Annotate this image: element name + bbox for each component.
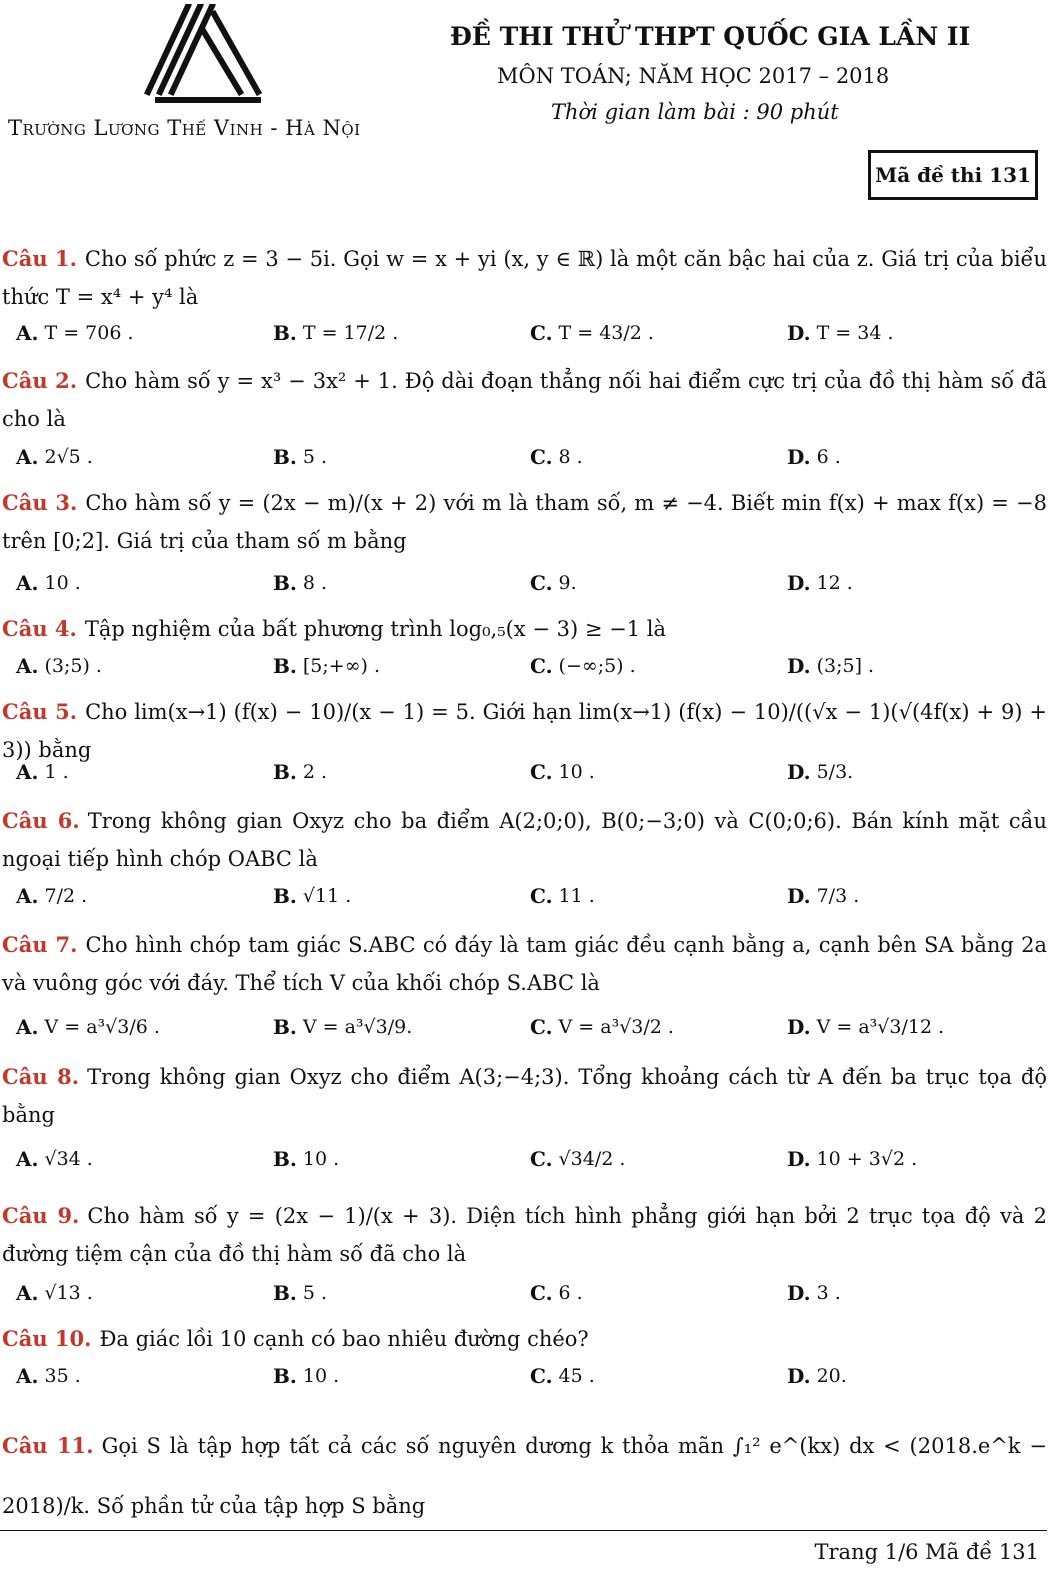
option-c: C. (−∞;5) .	[530, 654, 636, 678]
question-label: Câu 4.	[2, 616, 77, 641]
option-c: C. √34/2 .	[530, 1147, 626, 1171]
options-1	[16, 313, 1046, 353]
option-a: A. 2√5 .	[16, 445, 93, 469]
question-label: Câu 10.	[2, 1326, 92, 1351]
options-2	[16, 437, 1046, 477]
question-6	[2, 802, 1047, 878]
option-a: A. 1 .	[16, 760, 69, 784]
footer-divider	[0, 1530, 1047, 1531]
question-2	[2, 362, 1047, 438]
option-a: A. √34 .	[16, 1147, 93, 1171]
question-label: Câu 8.	[2, 1064, 80, 1089]
page-footer: Trang 1/6 Mã đề 131	[814, 1540, 1039, 1564]
option-a: A. 35 .	[16, 1364, 81, 1388]
option-a: A. V = a³√3/6 .	[16, 1015, 160, 1039]
exam-title: ĐỀ THI THỬ THPT QUỐC GIA LẦN II	[450, 22, 971, 51]
question-text: Tập nghiệm của bất phương trình log₀,₅(x − 3) ≥ −1 là	[84, 617, 666, 641]
question-text: Trong không gian Oxyz cho ba điểm A(2;0;0), B(0;−3;0) và C(0;0;6). Bán kính mặt cầu ngoại tiếp hình chóp OABC là	[2, 809, 1047, 871]
question-7	[2, 926, 1047, 1002]
question-10	[2, 1320, 1047, 1358]
exam-time: Thời gian làm bài : 90 phút	[551, 100, 839, 124]
school-name: Trường Lương Thế Vinh - Hà Nội	[8, 116, 361, 140]
option-a: A. T = 706 .	[16, 321, 134, 345]
question-text: Gọi S là tập hợp tất cả các số nguyên dương k thỏa mãn ∫₁² e^(kx) dx < (2018.e^k − 2018)/k. Số phần tử của tập hợp S bằng	[2, 1434, 1048, 1518]
options-8	[16, 1139, 1046, 1179]
option-b: B. 5 .	[273, 1281, 328, 1305]
option-d: D. V = a³√3/12 .	[787, 1015, 945, 1039]
question-4	[2, 610, 1047, 648]
question-label: Câu 1.	[2, 246, 77, 271]
exam-subject: MÔN TOÁN; NĂM HỌC 2017 – 2018	[497, 64, 890, 88]
option-a: A. √13 .	[16, 1281, 93, 1305]
option-c: C. 11 .	[530, 884, 595, 908]
option-a: A. 10 .	[16, 571, 81, 595]
question-text: Cho hàm số y = (2x − 1)/(x + 3). Diện tích hình phẳng giới hạn bởi 2 trục tọa độ và 2 đường tiệm cận của đồ thị hàm số đã cho là	[2, 1204, 1048, 1266]
option-b: B. √11 .	[273, 884, 352, 908]
option-c: C. 9.	[530, 571, 577, 595]
question-text: Đa giác lồi 10 cạnh có bao nhiêu đường chéo?	[99, 1327, 589, 1351]
question-text: Cho lim(x→1) (f(x) − 10)/(x − 1) = 5. Giới hạn lim(x→1) (f(x) − 10)/((√x − 1)(√(4f(x) + 9) + 3)) bằng	[2, 700, 1048, 762]
option-a: A. (3;5) .	[16, 654, 102, 678]
question-label: Câu 9.	[2, 1203, 80, 1228]
question-3	[2, 484, 1047, 560]
option-c: C. 8 .	[530, 445, 583, 469]
option-d: D. 7/3 .	[787, 884, 860, 908]
question-label: Câu 5.	[2, 699, 78, 724]
option-b: B. 5 .	[273, 445, 328, 469]
exam-code-box	[868, 150, 1038, 200]
option-d: D. (3;5] .	[787, 654, 875, 678]
option-a: A. 7/2 .	[16, 884, 88, 908]
option-c: C. 45 .	[530, 1364, 595, 1388]
options-9	[16, 1273, 1046, 1313]
option-b: B. 8 .	[273, 571, 328, 595]
question-text: Cho hàm số y = (2x − m)/(x + 2) với m là tham số, m ≠ −4. Biết min f(x) + max f(x) = −8 trên [0;2]. Giá trị của tham số m bằng	[2, 491, 1048, 553]
question-text: Trong không gian Oxyz cho điểm A(3;−4;3). Tổng khoảng cách từ A đến ba trục tọa độ bằng	[2, 1065, 1047, 1127]
option-b: B. 2 .	[273, 760, 328, 784]
option-d: D. 12 .	[787, 571, 853, 595]
options-4	[16, 646, 1046, 686]
question-label: Câu 6.	[2, 808, 80, 833]
question-text: Cho hàm số y = x³ − 3x² + 1. Độ dài đoạn thẳng nối hai điểm cực trị của đồ thị hàm số đã cho là	[2, 369, 1047, 431]
question-1	[2, 240, 1047, 316]
option-d: D. 3 .	[787, 1281, 841, 1305]
option-d: D. 10 + 3√2 .	[787, 1147, 918, 1171]
options-5	[16, 752, 1046, 792]
options-7	[16, 1007, 1046, 1047]
options-3	[16, 563, 1046, 603]
option-c: C. 6 .	[530, 1281, 583, 1305]
option-b: B. V = a³√3/9.	[273, 1015, 413, 1039]
option-c: C. T = 43/2 .	[530, 321, 654, 345]
option-d: D. 5/3.	[787, 760, 854, 784]
option-d: D. 20.	[787, 1364, 847, 1388]
option-b: B. 10 .	[273, 1364, 340, 1388]
option-b: B. [5;+∞) .	[273, 654, 381, 678]
option-d: D. 6 .	[787, 445, 841, 469]
question-label: Câu 7.	[2, 932, 78, 957]
question-text: Cho số phức z = 3 − 5i. Gọi w = x + yi (x, y ∈ ℝ) là một căn bậc hai của z. Giá trị của biểu thức T = x⁴ + y⁴ là	[2, 247, 1047, 309]
option-b: B. T = 17/2 .	[273, 321, 399, 345]
question-8	[2, 1058, 1047, 1134]
question-label: Câu 2.	[2, 368, 78, 393]
question-label: Câu 3.	[2, 490, 78, 515]
option-d: D. T = 34 .	[787, 321, 894, 345]
question-9	[2, 1197, 1047, 1273]
options-10	[16, 1356, 1046, 1396]
question-label: Câu 11.	[2, 1433, 94, 1458]
exam-code: Mã đề thi 131	[875, 163, 1031, 187]
option-c: C. V = a³√3/2 .	[530, 1015, 674, 1039]
option-b: B. 10 .	[273, 1147, 340, 1171]
question-text: Cho hình chóp tam giác S.ABC có đáy là tam giác đều cạnh bằng a, cạnh bên SA bằng 2a và vuông góc với đáy. Thể tích V của khối chóp S.ABC là	[2, 933, 1047, 995]
question-11	[2, 1416, 1047, 1536]
school-logo	[140, 4, 265, 104]
option-c: C. 10 .	[530, 760, 595, 784]
options-6	[16, 876, 1046, 916]
